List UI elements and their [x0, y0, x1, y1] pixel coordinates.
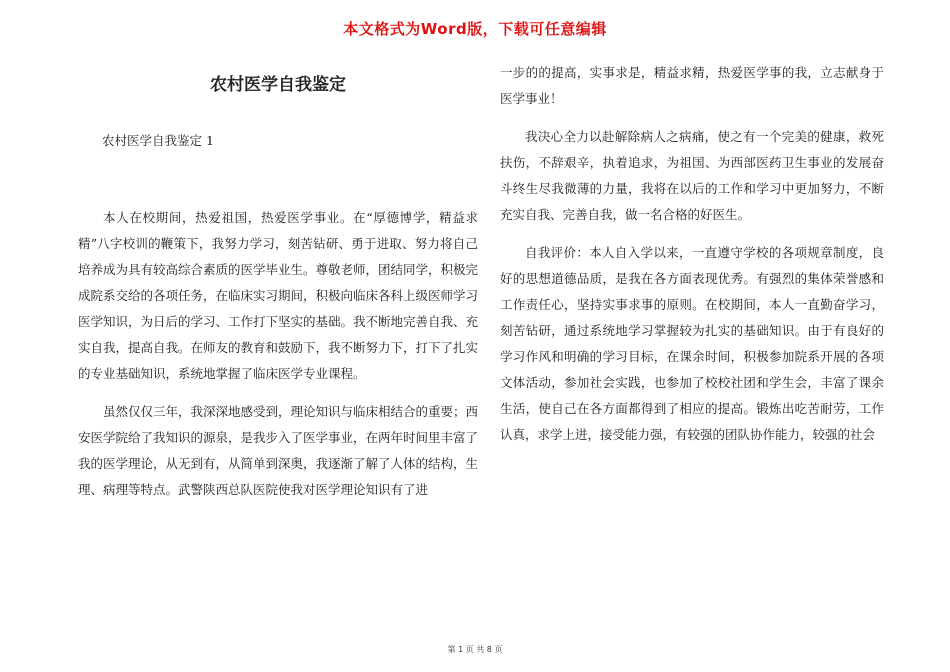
body-paragraph: 一步的的提高，实事求是，精益求精，热爱医学事的我，立志献身于医学事业！: [500, 65, 884, 106]
body-paragraph: 虽然仅仅三年，我深深地感受到，理论知识与临床相结合的重要；西安医学院给了我知识的源泉，是我步入了医学事业，在两年时间里丰富了我的医学理论，从无到有，从简单到深奥，我逐渐了解了人体的结构，生理、病理等特点。武警陕西总队医院使我对医学理论知识有了进: [78, 404, 479, 497]
left-column: [78, 62, 478, 503]
page-number-footer: 第 1 页 共 8 页: [447, 645, 503, 654]
word-format-banner: 本文格式为Word版，下载可任意编辑: [343, 20, 607, 38]
body-paragraph: 自我评价：本人自入学以来，一直遵守学校的各项规章制度，良好的思想道德品质，是我在各方面表现优秀。有强烈的集体荣誉感和工作责任心，坚持实事求事的原则。在校期间，本人一直勤奋学习，刻苦钻研，通过系统地学习掌握较为扎实的基础知识。由于有良好的学习作风和明确的学习目标，在课余时间，积极参加院系开展的各项文体活动，参加社会实践，也参加了校校社团和学生会，丰富了课余生活，使自己在各方面都得到了相应的提高。锻炼出吃苦耐劳，工作认真，求学上进，接受能力强，有较强的团队协作能力，较强的社会: [500, 245, 884, 442]
document-subtitle: 农村医学自我鉴定 1: [102, 133, 214, 148]
body-paragraph: 本人在校期间，热爱祖国，热爱医学事业。在“厚德博学，精益求精”八字校训的鞭策下，我努力学习，刻苦钻研、勇于进取、努力将自己培养成为具有较高综合素质的医学毕业生。尊敬老师，团结同学，积极完成院系交给的各项任务，在临床实习期间，积极向临床各科上级医师学习医学知识，为日后的学习、工作打下坚实的基础。我不断地完善自我、充实自我，提高自我。在师友的教育和鼓励下，我不断努力下，打下了扎实的专业基础知识，系统地掌握了临床医学专业课程。: [78, 210, 479, 381]
body-paragraph: 我决心全力以赴解除病人之病痛，使之有一个完美的健康，救死扶伤，不辞艰辛，执着追求，为祖国、为西部医药卫生事业的发展奋斗终生尽我微薄的力量，我将在以后的工作和学习中更加努力，不断充实自我、完善自我，做一名合格的好医生。: [500, 129, 884, 222]
right-column: [500, 62, 884, 448]
document-title: 农村医学自我鉴定: [210, 75, 346, 95]
